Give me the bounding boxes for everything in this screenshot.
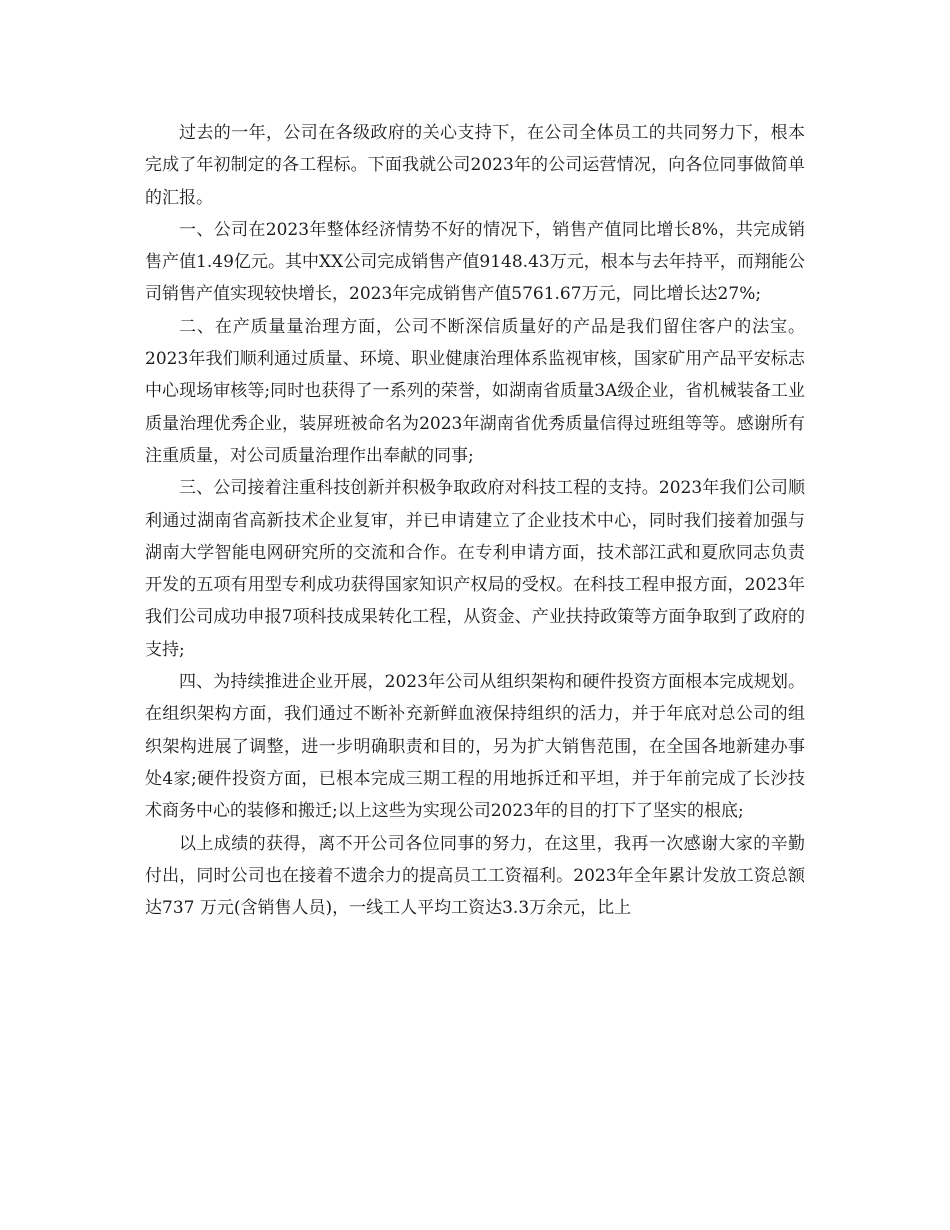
paragraph-organization: 四、为持续推进企业开展，2023年公司从组织架构和硬件投资方面根本完成规划。在组织架构方面，我们通过不断补充新鲜血液保持组织的活力，并于年底对总公司的组织架构进展了调整，进一步明确职责和目的，另为扩大销售范围，在全国各地新建办事处4家;硬件投资方面，已根本完成三期工程的用地拆迁和平坦，并于年前完成了长沙技术商务中心的装修和搬迁;以上这些为实现公司2023年的目的打下了坚实的根底; [145, 672, 805, 822]
paragraph-sales: 一、公司在2023年整体经济情势不好的情况下，销售产值同比增长8%，共完成销售产值1.49亿元。其中XX公司完成销售产值9148.43万元，根本与去年持平，而翔能公司销售产值实现较快增长，2023年完成销售产值5761.67万元，同比增长达27%; [145, 219, 805, 305]
paragraph-achievements: 以上成绩的获得，离不开公司各位同事的努力，在这里，我再一次感谢大家的辛勤付出，同时公司也在接着不遗余力的提高员工工资福利。2023年全年累计发放工资总额达737 万元(含销售人员)，一线工人平均工资达3.3万余元，比上 [145, 833, 805, 919]
paragraph-quality: 二、在产质量量治理方面，公司不断深信质量好的产品是我们留住客户的法宝。2023年我们顺利通过质量、环境、职业健康治理体系监视审核，国家矿用产品平安标志中心现场审核等;同时也获得了一系列的荣誉，如湖南省质量3A级企业，省机械装备工业质量治理优秀企业，装屏班被命名为2023年湖南省优秀质量信得过班组等等。感谢所有注重质量，对公司质量治理作出奉献的同事; [145, 316, 805, 466]
paragraph-technology: 三、公司接着注重科技创新并积极争取政府对科技工程的支持。2023年我们公司顺利通过湖南省高新技术企业复审，并已申请建立了企业技术中心，同时我们接着加强与湖南大学智能电网研究所的交流和合作。在专利申请方面，技术部江武和夏欣同志负责开发的五项有用型专利成功获得国家知识产权局的受权。在科技工程申报方面，2023年我们公司成功申报7项科技成果转化工程，从资金、产业扶持政策等方面争取到了政府的支持; [145, 478, 805, 660]
paragraph-intro: 过去的一年，公司在各级政府的关心支持下，在公司全体员工的共同努力下，根本完成了年初制定的各工程标。下面我就公司2023年的公司运营情况，向各位同事做简单的汇报。 [145, 123, 805, 208]
document-body [145, 117, 805, 924]
